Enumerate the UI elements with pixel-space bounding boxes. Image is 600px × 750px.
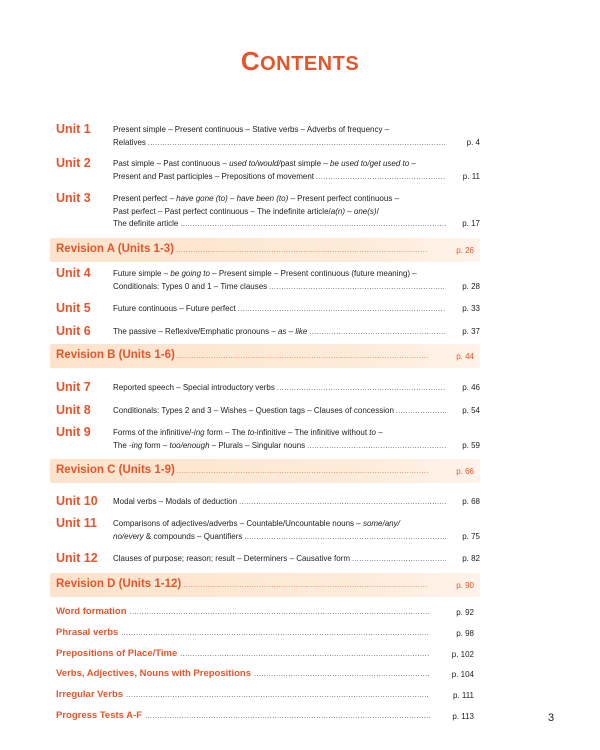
revision-label: Revision C (Units 1-9) xyxy=(56,464,175,476)
toc-entry-irregular-verbs[interactable] xyxy=(56,689,430,700)
unit-label: Unit 10 xyxy=(56,494,98,508)
revision-b-entry[interactable] xyxy=(50,344,480,368)
page-ref: p. 46 xyxy=(462,383,480,392)
unit-description xyxy=(113,427,446,453)
page-ref: p. 54 xyxy=(462,406,480,415)
dot-leader xyxy=(148,138,446,151)
desc-line: Conditionals: Types 2 and 3 – Wishes – Question tags – Clauses of concession xyxy=(113,406,394,415)
desc-line: The passive – Reflexive/Emphatic pronouns – as – like xyxy=(113,327,308,336)
unit-description xyxy=(113,268,446,294)
page-ref: p. 59 xyxy=(462,440,480,450)
dot-leader xyxy=(177,468,428,475)
unit-label: Unit 7 xyxy=(56,380,91,394)
desc-line: Conditionals: Types 0 and 1 – Time clauses xyxy=(113,281,268,291)
dot-leader xyxy=(145,713,430,720)
dot-leader xyxy=(126,692,430,699)
page-ref: p. 17 xyxy=(462,219,480,228)
page-ref: p. 98 xyxy=(456,629,474,638)
dot-leader xyxy=(177,353,428,360)
page-ref: p. 66 xyxy=(456,467,474,476)
desc-line: Forms of the infinitive/-ing form – The to-infinitive – The infinitive without to – xyxy=(113,428,383,437)
page-ref: p. 75 xyxy=(462,531,480,541)
page-ref: p. 113 xyxy=(452,712,474,721)
desc-line: Comparisons of adjectives/adverbs – Countable/Uncountable nouns – some/any/ xyxy=(113,519,400,528)
toc-entry-phrasal-verbs[interactable] xyxy=(56,627,430,638)
page-ref: p. 44 xyxy=(456,352,474,361)
unit-description xyxy=(113,553,446,567)
section-label: Progress Tests A-F xyxy=(56,710,143,721)
desc-line: Future simple – be going to – Present simple – Present continuous (future meaning) – xyxy=(113,269,417,278)
desc-line: Modal verbs – Modals of deduction xyxy=(113,497,238,506)
page-ref: p. 37 xyxy=(462,327,480,336)
dot-leader xyxy=(309,327,446,340)
dot-leader xyxy=(396,406,446,419)
desc-line: Present perfect – have gone (to) – have been (to) – Present perfect continuous – xyxy=(113,194,399,203)
desc-line: Present and Past participles – Prepositions of movement xyxy=(113,171,314,181)
dot-leader xyxy=(121,630,430,637)
desc-line: Relatives xyxy=(113,137,146,147)
desc-line: Clauses of purpose; reason; result – Determiners – Causative form xyxy=(113,554,350,563)
section-label: Phrasal verbs xyxy=(56,627,119,638)
dot-leader xyxy=(180,219,446,232)
desc-line: Present simple – Present continuous – Stative verbs – Adverbs of frequency – xyxy=(113,125,390,134)
desc-line: Reported speech – Special introductory verbs xyxy=(113,383,275,392)
toc-entry-progress-tests[interactable] xyxy=(56,710,430,721)
desc-line: The definite article xyxy=(113,219,179,228)
page-ref: p. 33 xyxy=(462,304,480,313)
dot-leader xyxy=(238,304,446,317)
page-ref: p. 28 xyxy=(462,281,480,291)
section-label: Irregular Verbs xyxy=(56,689,124,700)
revision-c-entry[interactable] xyxy=(50,459,480,483)
unit-label: Unit 8 xyxy=(56,403,91,417)
dot-leader xyxy=(316,172,446,185)
desc-line: Future continuous – Future perfect xyxy=(113,304,236,313)
unit-description xyxy=(113,158,446,184)
unit-description xyxy=(113,193,446,232)
dot-leader xyxy=(239,497,446,510)
revision-label: Revision D (Units 1-12) xyxy=(56,578,182,590)
unit-description xyxy=(113,405,446,419)
revision-label: Revision B (Units 1-6) xyxy=(56,349,175,361)
unit-label: Unit 5 xyxy=(56,301,91,315)
dot-leader xyxy=(254,671,430,678)
dot-leader xyxy=(352,554,446,567)
dot-leader xyxy=(269,282,446,295)
page-ref: p. 68 xyxy=(462,497,480,506)
page-ref: p. 26 xyxy=(456,246,474,255)
unit-description xyxy=(113,382,446,396)
page-ref: p. 104 xyxy=(451,670,474,679)
section-label: Word formation xyxy=(56,606,127,617)
toc-entry-prepositions[interactable] xyxy=(56,648,430,659)
unit-label: Unit 3 xyxy=(56,191,91,205)
toc-entry-word-formation[interactable] xyxy=(56,606,430,617)
desc-line: The -ing form – too/enough – Plurals – Singular nouns xyxy=(113,440,306,450)
unit-label: Unit 4 xyxy=(56,266,91,280)
dot-leader xyxy=(183,582,428,589)
unit-description xyxy=(113,303,446,317)
unit-label: Unit 2 xyxy=(56,156,91,170)
unit-label: Unit 12 xyxy=(56,551,98,565)
unit-label: Unit 6 xyxy=(56,324,91,338)
desc-line: Past perfect – Past perfect continuous – The indefinite article/a(n) – one(s)/ xyxy=(113,206,379,216)
page-ref: p. 82 xyxy=(462,554,480,563)
dot-leader xyxy=(244,532,446,545)
dot-leader xyxy=(307,441,446,454)
revision-label: Revision A (Units 1-3) xyxy=(56,243,174,255)
section-label: Prepositions of Place/Time xyxy=(56,648,178,659)
page-ref: p. 111 xyxy=(452,691,474,700)
unit-label: Unit 11 xyxy=(56,516,97,530)
title-initial: C xyxy=(240,46,261,76)
section-label: Verbs, Adjectives, Nouns with Prepositions xyxy=(56,668,251,679)
page-title xyxy=(0,46,600,77)
unit-description xyxy=(113,518,446,544)
unit-label: Unit 9 xyxy=(56,425,91,439)
revision-d-entry[interactable] xyxy=(50,573,480,597)
desc-line: no/every & compounds – Quantifiers xyxy=(113,531,243,541)
title-rest: ONTENTS xyxy=(260,53,360,75)
page-ref: p. 4 xyxy=(466,137,480,147)
page-ref: p. 102 xyxy=(451,650,474,659)
unit-description xyxy=(113,496,446,510)
page-ref: p. 90 xyxy=(456,581,474,590)
unit-description xyxy=(113,326,446,340)
dot-leader xyxy=(130,609,430,616)
desc-line: Past simple – Past continuous – used to/would/past simple – be used to/get used to – xyxy=(113,159,416,168)
unit-label: Unit 1 xyxy=(56,122,91,136)
page-ref: p. 11 xyxy=(462,171,480,181)
dot-leader xyxy=(176,247,428,254)
dot-leader xyxy=(180,651,430,658)
unit-description xyxy=(113,124,446,150)
revision-a-entry[interactable] xyxy=(50,238,480,262)
page-number: 3 xyxy=(548,712,555,724)
toc-entry-verbs-adjectives-nouns[interactable] xyxy=(56,668,430,679)
page-ref: p. 92 xyxy=(456,608,474,617)
dot-leader xyxy=(277,383,446,396)
